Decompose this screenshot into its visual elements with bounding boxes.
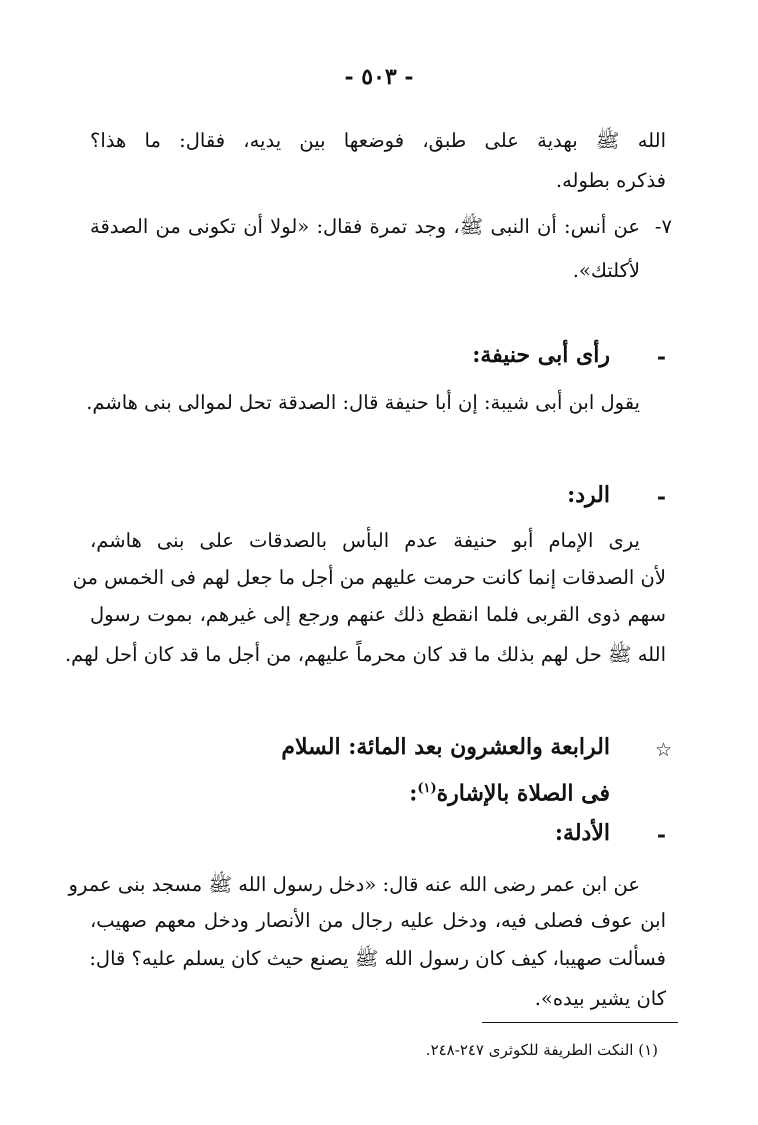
issue-heading-line-1: الرابعة والعشرون بعد المائة: السلام	[281, 734, 610, 760]
evidence-line-4: كان يشير بيده».	[534, 987, 666, 1010]
evidence-line-2: ابن عوف فصلى فيه، ودخل عليه رجال من الأنصار ودخل معهم صهيب،	[90, 909, 666, 932]
reply-line-4: الله ﷺ حل لهم بذلك ما قد كان محرماً عليهم، من أجل ما قد كان أحل لهم.	[64, 643, 666, 666]
reply-line-3: سهم ذوى القربى فلما انقطع ذلك عنهم ورجع إلى غيرهم، بموت رسول	[90, 603, 666, 626]
issue-heading-line-2	[409, 772, 610, 810]
evidence-line-3: فسألت صهيبا، كيف كان رسول الله ﷺ يصنع حيث كان يسلم عليه؟ قال:	[89, 947, 666, 970]
reply-dash: -	[656, 484, 666, 510]
item-7-number: ٧-	[654, 215, 672, 238]
reply-heading: الرد:	[567, 482, 610, 508]
item-7-line-2: لأكلتك».	[572, 259, 640, 282]
issue-heading-text: فى الصلاة بالإشارة	[436, 780, 610, 807]
opinion-text: يقول ابن أبى شيبة: إن أبا حنيفة قال: الصدقة تحل لموالى بنى هاشم.	[86, 391, 640, 414]
reply-line-2: لأن الصدقات إنما كانت حرمت عليهم من أجل ما جعل لهم فى الخمس من	[72, 566, 666, 589]
item-7-line-1: عن أنس: أن النبى ﷺ، وجد تمرة فقال: «لولا أن تكونى من الصدقة	[90, 215, 640, 238]
footnote-marker: (١)	[417, 781, 437, 796]
evidence-heading: الأدلة:	[554, 820, 610, 846]
issue-heading-suffix: :	[409, 780, 418, 807]
evidence-dash: -	[656, 822, 666, 848]
footnote-rule	[482, 1022, 678, 1023]
paragraph-1-line-2: فذكره بطوله.	[555, 169, 666, 192]
star-icon: ☆	[654, 739, 672, 761]
paragraph-1-line-1: الله ﷺ بهدية على طبق، فوضعها بين يديه، فقال: ما هذا؟	[90, 129, 666, 152]
evidence-line-1: عن ابن عمر رضى الله عنه قال: «دخل رسول الله ﷺ مسجد بنى عمرو	[68, 873, 640, 896]
opinion-heading: رأى أبى حنيفة:	[472, 342, 610, 368]
opinion-dash: -	[656, 344, 666, 370]
reply-line-1: يرى الإمام أبو حنيفة عدم البأس بالصدقات على بنى هاشم،	[90, 529, 640, 552]
footnote-text: (١) النكت الطريفة للكوثرى ٢٤٧-٢٤٨.	[425, 1041, 658, 1059]
page-number: - ٥٠٣ -	[344, 64, 414, 90]
